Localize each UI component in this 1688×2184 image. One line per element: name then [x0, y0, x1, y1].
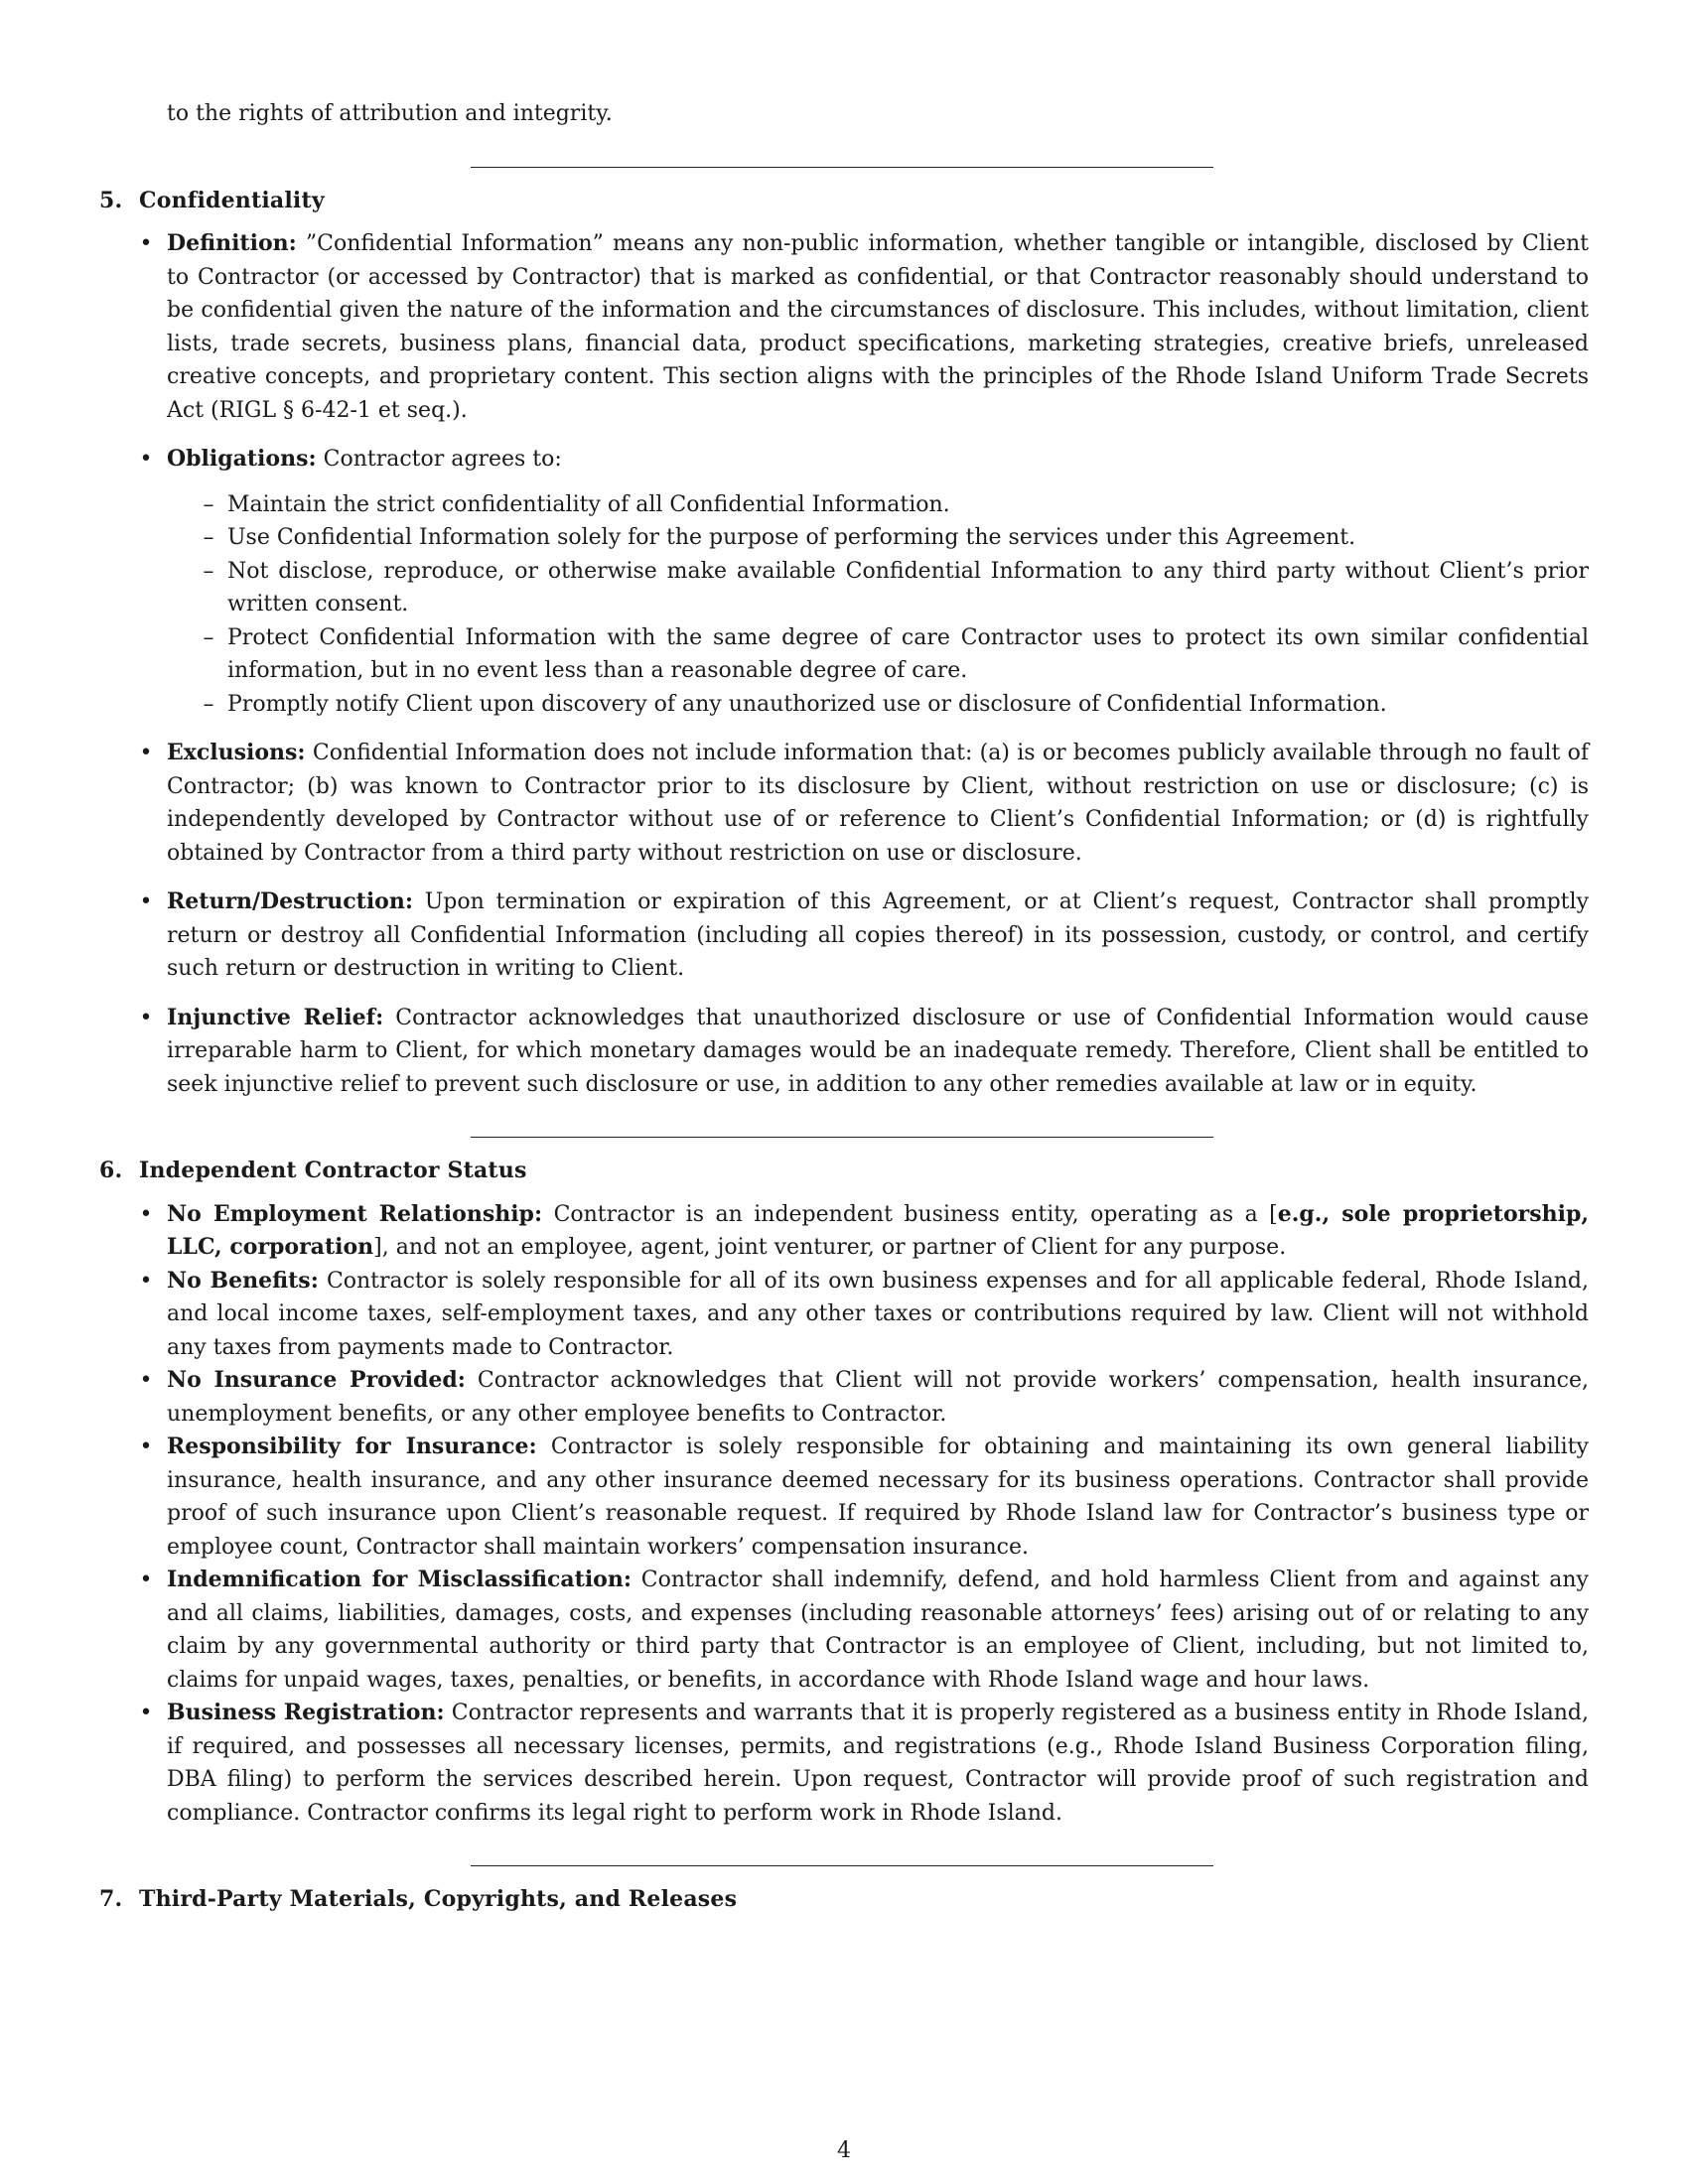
sublist-text: Promptly notify Client upon discovery of any unauthorized use or disclosure of Confidential Information. — [227, 691, 1387, 717]
item-label: Responsibility for Insurance: — [167, 1433, 537, 1459]
list-item-obligations — [139, 443, 1589, 721]
bullet-icon: • — [139, 1005, 153, 1030]
sublist-text: Not disclose, reproduce, or otherwise make available Confidential Information to any third party without Client’s prior written consent. — [227, 558, 1589, 616]
item-text: Contractor is an independent business entity, operating as a [ — [553, 1201, 1278, 1227]
list-item-return-destruction — [139, 886, 1589, 986]
bullet-icon: • — [139, 1201, 153, 1227]
page-number: 4 — [837, 2138, 851, 2163]
item-label: Business Registration: — [167, 1700, 445, 1725]
section-title: Third-Party Materials, Copyrights, and Releases — [139, 1886, 738, 1912]
section-heading-confidentiality — [99, 185, 1589, 218]
obligations-sublist — [167, 488, 1589, 722]
item-text: Contractor shall indemnify, defend, and hold harmless Client from and against any and all claims, liabilities, damages, costs, and expenses (including reasonable attorneys’ fees) arising out of or relating to any claim by any governmental authority or third party that Contractor is an employee of Client, including, but not limited to, claims for unpaid wages, taxes, penalties, or benefits, in accordance with Rhode Island wage and hour laws. — [167, 1568, 1589, 1693]
item-text: ], and not an employee, agent, joint venturer, or partner of Client for any purpose. — [373, 1235, 1287, 1260]
item-text: Contractor acknowledges that Client will not provide workers’ compensation, health insurance, unemployment benefits, or any other employee benefits to Contractor. — [167, 1368, 1589, 1427]
section-title: Confidentiality — [139, 187, 325, 213]
sublist-text: Use Confidential Information solely for the purpose of performing the services under this Agreement. — [227, 525, 1356, 550]
continuation-text: to the rights of attribution and integrity. — [167, 101, 613, 126]
item-label: No Benefits: — [167, 1267, 319, 1294]
sublist-item — [203, 621, 1589, 688]
list-item-definition — [139, 227, 1589, 427]
list-item-injunctive-relief — [139, 1002, 1589, 1102]
bullet-icon: • — [139, 741, 153, 765]
section-divider — [471, 1137, 1213, 1138]
item-label: Indemnification for Misclassification: — [167, 1567, 632, 1592]
list-item-no-benefits — [139, 1265, 1589, 1365]
bullet-icon: • — [139, 231, 153, 256]
section-heading-independent-contractor — [99, 1155, 1589, 1188]
list-item-no-insurance — [139, 1364, 1589, 1431]
item-label: Obligations: — [167, 446, 317, 472]
section-number: 6. — [99, 1158, 123, 1183]
bullet-icon: • — [139, 1568, 153, 1592]
sublist-item — [203, 488, 1589, 522]
list-item-exclusions — [139, 737, 1589, 870]
item-text: Contractor represents and warrants that it is properly registered as a business entity in Rhode Island, if required, and possesses all necessary licenses, permits, and registrations (e.g., Rhode Island Business Corporation filing, DBA filing) to perform the services described herein. Upon request, Contractor will provide proof of such registration and compliance. Contractor confirms its legal right to perform work in Rhode Island. — [167, 1701, 1590, 1826]
item-label: No Insurance Provided: — [167, 1367, 466, 1393]
dash-icon: – — [203, 525, 214, 550]
dash-icon: – — [203, 691, 214, 717]
section-heading-third-party-materials — [99, 1883, 1589, 1917]
bullet-icon: • — [139, 1434, 153, 1459]
bullet-icon: • — [139, 1368, 153, 1393]
item-text: ”Confidential Information” means any non-public information, whether tangible or intangible, disclosed by Client to Contractor (or accessed by Contractor) that is marked as confidential, or that Contractor reasonably should understand to be confidential given the nature of the information and the circumstances of disclosure. This includes, without limitation, client lists, trade secrets, business plans, financial data, product specifications, marketing strategies, creative briefs, unreleased creative concepts, and proprietary content. This section aligns with the principles of the Rhode Island Uniform Trade Secrets Act (RIGL § 6-42-1 et seq.). — [167, 231, 1589, 423]
contractor-status-list — [99, 1198, 1589, 1831]
item-text: Contractor is solely responsible for all of its own business expenses and for all applicable federal, Rhode Island, and local income taxes, self-employment taxes, and any other taxes or contributions required by law. Client will not withhold any taxes from payments made to Contractor. — [167, 1268, 1589, 1360]
bullet-icon: • — [139, 889, 153, 914]
section-title: Independent Contractor Status — [139, 1158, 527, 1183]
list-item-no-employment — [139, 1198, 1590, 1265]
sublist-item — [203, 688, 1589, 722]
bullet-icon: • — [139, 1268, 153, 1294]
sublist-text: Maintain the strict confidentiality of all Confidential Information. — [227, 491, 950, 517]
sublist-item — [203, 555, 1589, 621]
section-divider — [471, 1865, 1213, 1866]
item-placeholder: e.g., sole proprietorship, LLC, corporation — [167, 1200, 1590, 1260]
list-item-business-registration — [139, 1697, 1590, 1830]
bullet-icon: • — [139, 447, 153, 472]
item-label: No Employment Relationship: — [167, 1200, 543, 1227]
item-text: Upon termination or expiration of this Agreement, or at Client’s request, Contractor shall promptly return or destroy all Confidential Information (including all copies thereof) in its possession, custody, or control, and certify such return or destruction in writing to Client. — [167, 889, 1589, 981]
item-text: Contractor agrees to: — [323, 447, 562, 472]
section-divider — [471, 167, 1213, 168]
item-label: Exclusions: — [167, 740, 306, 765]
item-text: Confidential Information does not include information that: (a) is or becomes publicly available through no fault of Contractor; (b) was known to Contractor prior to its disclosure by Client, without restriction on use or disclosure; (c) is independently developed by Contractor without use of or reference to Client’s Confidential Information; or (d) is rightfully obtained by Contractor from a third party without restriction on use or disclosure. — [167, 741, 1589, 866]
item-label: Injunctive Relief: — [167, 1004, 384, 1030]
sublist-text: Protect Confidential Information with the same degree of care Contractor uses to protect its own similar confidential information, but in no event less than a reasonable degree of care. — [227, 624, 1589, 683]
section-number: 7. — [99, 1886, 123, 1912]
item-text: Contractor acknowledges that unauthorized disclosure or use of Confidential Information would cause irreparable harm to Client, for which monetary damages would be an inadequate remedy. Therefore, Client shall be entitled to seek injunctive relief to prevent such disclosure or use, in addition to any other remedies available at law or in equity. — [167, 1005, 1589, 1097]
item-label: Return/Destruction: — [167, 888, 413, 914]
bullet-icon: • — [139, 1701, 153, 1725]
item-label: Definition: — [167, 230, 297, 256]
list-item-indemnification — [139, 1564, 1589, 1697]
sublist-item — [203, 521, 1589, 555]
confidentiality-list — [99, 227, 1589, 1101]
dash-icon: – — [203, 491, 214, 517]
list-item-insurance-responsibility — [139, 1431, 1589, 1564]
page-content — [99, 97, 1589, 1917]
section-number: 5. — [99, 187, 123, 213]
item-text: Contractor is solely responsible for obtaining and maintaining its own general liability insurance, health insurance, and any other insurance deemed necessary for its business operations. Contractor shall provide proof of such insurance upon Client’s reasonable request. If required by Rhode Island law for Contractor’s business type or employee count, Contractor shall maintain workers’ compensation insurance. — [167, 1434, 1589, 1560]
dash-icon: – — [203, 558, 214, 584]
dash-icon: – — [203, 624, 214, 650]
